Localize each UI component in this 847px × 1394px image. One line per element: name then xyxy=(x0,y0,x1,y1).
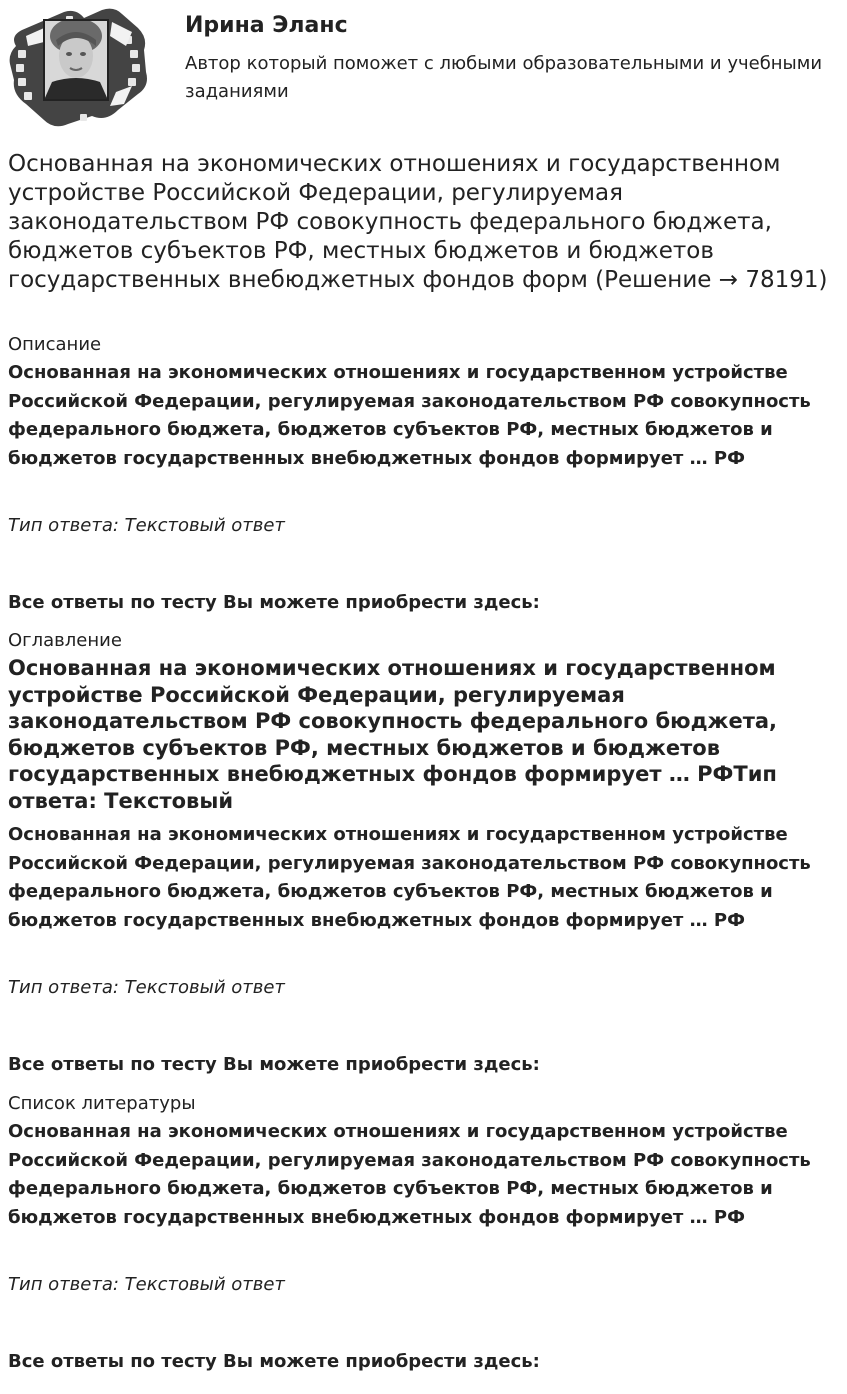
author-description: Автор который поможет с любыми образовательными и учебными заданиями xyxy=(185,53,823,102)
literature-buy-link[interactable]: Все ответы по тесту Вы можете приобрести здесь: xyxy=(8,1351,540,1372)
page-title: Основанная на экономических отношениях и государственном устройстве Российской Федерации, регулируемая законодательством РФ совокупность федерального бюджета, бюджетов субъектов РФ, местных бюджетов и бюджетов государственных внебюджетных фондов форм (Решение → 78191) xyxy=(8,151,828,293)
author-card xyxy=(0,0,847,140)
author-photo xyxy=(44,18,108,100)
literature-answer-type: Тип ответа: Текстовый ответ xyxy=(8,1274,285,1295)
toc-label: Оглавление xyxy=(8,630,122,651)
description-answer-type: Тип ответа: Текстовый ответ xyxy=(8,515,285,536)
toc-answer-type: Тип ответа: Текстовый ответ xyxy=(8,977,285,998)
toc-heading: Основанная на экономических отношениях и государственном устройстве Российской Федерации, регулируемая законодательством РФ совокупность федерального бюджета, бюджетов субъектов РФ, местных бюджетов и бюджетов государственных внебюджетных фондов формирует … РФТип ответа: Текстовый xyxy=(8,656,778,813)
toc-buy-link[interactable]: Все ответы по тесту Вы можете приобрести здесь: xyxy=(8,1054,540,1075)
description-label: Описание xyxy=(8,334,102,355)
literature-label: Список литературы xyxy=(8,1093,196,1114)
description-text: Основанная на экономических отношениях и государственном устройстве Российской Федерации, регулируемая законодательством РФ совокупность федерального бюджета, бюджетов субъектов РФ, местных бюджетов и бюджетов государственных внебюджетных фондов формирует … РФ xyxy=(8,362,811,469)
author-avatar xyxy=(6,6,152,130)
toc-text: Основанная на экономических отношениях и государственном устройстве Российской Федерации, регулируемая законодательством РФ совокупность федерального бюджета, бюджетов субъектов РФ, местных бюджетов и бюджетов государственных внебюджетных фондов формирует … РФ xyxy=(8,824,811,931)
literature-text: Основанная на экономических отношениях и государственном устройстве Российской Федерации, регулируемая законодательством РФ совокупность федерального бюджета, бюджетов субъектов РФ, местных бюджетов и бюджетов государственных внебюджетных фондов формирует … РФ xyxy=(8,1121,811,1228)
author-name[interactable]: Ирина Эланс xyxy=(185,13,348,38)
description-buy-link[interactable]: Все ответы по тесту Вы можете приобрести здесь: xyxy=(8,592,540,613)
